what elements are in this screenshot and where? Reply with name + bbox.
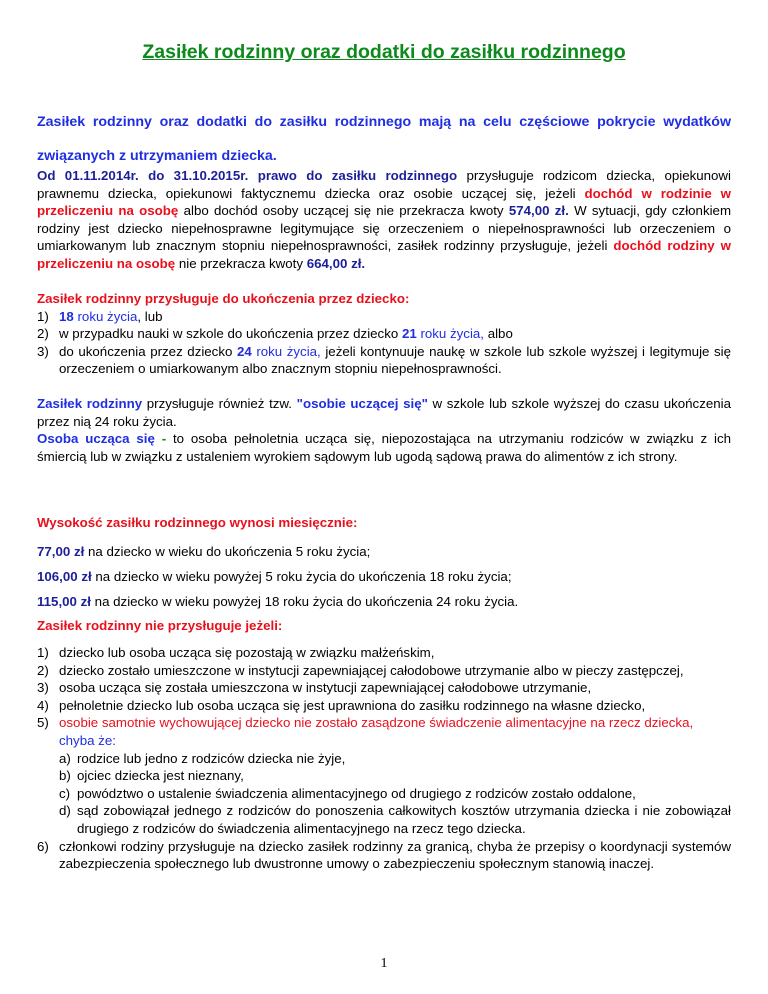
until-item [37, 343, 731, 378]
student-paragraph [37, 395, 731, 465]
amount-value: 77,00 zł [37, 544, 85, 559]
amount-text: na dziecko w wieku powyżej 5 roku życia do ukończenia 18 roku życia; [91, 569, 512, 584]
age-text: roku życia [73, 308, 138, 324]
exclusion-item [37, 662, 731, 680]
age-value: 21 [401, 326, 417, 342]
amount-value: 106,00 zł [37, 569, 92, 584]
income-limit-574: 574,00 zł. [508, 203, 569, 219]
sub-item-letter: b) [59, 768, 71, 784]
student-definition-term: Osoba ucząca się [37, 431, 155, 447]
item-pre: w przypadku nauki w szkole do ukończenia przez dziecko [59, 326, 402, 342]
item-number: 2) [37, 662, 49, 678]
age-value: 18 [59, 308, 74, 324]
item-text: pełnoletnie dziecko lub osoba ucząca się jest uprawniona do zasiłku rodzinnego na własne dziecko, [59, 697, 646, 713]
until-heading: Zasiłek rodzinny przysługuje do ukończenia przez dziecko: [37, 291, 410, 306]
exclusion-sub-item [37, 750, 731, 768]
page-number: 1 [380, 956, 388, 971]
item-pre: do ukończenia przez dziecko [59, 343, 237, 359]
student-text-1: przysługuje również tzw. [142, 396, 297, 411]
item-text-red: osobie samotnie wychowującej dziecko nie zostało zasądzone świadczenie alimentacyjne na rzecz dziecka, [59, 715, 694, 731]
exclusion-item [37, 697, 731, 715]
item-number: 4) [37, 697, 49, 713]
sub-item-letter: a) [59, 750, 71, 766]
item-number: 3) [37, 680, 49, 696]
item-text: dziecko lub osoba ucząca się pozostają w związku małżeńskim, [59, 645, 435, 660]
sub-item-text: powództwo o ustalenie świadczenia alimentacyjnego od drugiego z rodziców zostało oddalone, [77, 785, 636, 801]
amount-row [37, 593, 731, 611]
income-family: dochód rodziny w przeliczeniu na osobę [37, 238, 731, 271]
item-number: 3) [37, 343, 49, 359]
page-title: Zasiłek rodzinny oraz dodatki do zasiłku rodzinnego [142, 41, 626, 63]
exclusion-item [37, 838, 731, 873]
item-number: 2) [37, 326, 49, 342]
until-item [37, 308, 731, 326]
eligibility-text-4: nie przekracza kwoty [175, 255, 307, 271]
eligibility-paragraph [37, 167, 731, 273]
student-term: Zasiłek rodzinny [37, 396, 143, 411]
item-number: 1) [37, 308, 49, 324]
item-rest: jeżeli kontynuuje naukę w szkole lub szkole wyższej i legitymuje się orzeczeniem o umiarkowanym albo znacznym stopniu niepełnosprawności. [59, 343, 731, 377]
amount-text: na dziecko w wieku do ukończenia 5 roku życia; [84, 544, 371, 559]
eligibility-text-3: W sytuacji, gdy członkiem rodziny jest dziecko niepełnosprawne legitymujące się orzeczeniem o niepełnosprawności lub orzeczeniem o umiarkowanym lub znacznym stopniu niepełnosprawności, zasiłek rodzinny przysługuje, jeżeli [37, 203, 732, 254]
amounts-heading: Wysokość zasiłku rodzinnego wynosi miesięcznie: [37, 515, 358, 530]
student-text-2: w szkole lub szkole wyższej do czasu ukończenia przez nią 24 roku życia. [37, 396, 731, 429]
item-text-blue: chyba że: [59, 732, 116, 748]
intro-paragraph: Zasiłek rodzinny oraz dodatki do zasiłku rodzinnego mają na celu częściowe pokrycie wydatków związanych z utrzymaniem dziecka. [37, 114, 731, 164]
amount-value: 115,00 zł [37, 594, 91, 609]
exclusion-sub-item [37, 767, 731, 785]
item-rest: albo [484, 326, 513, 342]
item-number: 5) [37, 715, 49, 731]
exclusions-list [37, 644, 731, 873]
until-item [37, 325, 731, 343]
exclusion-sub-item [37, 785, 731, 803]
eligibility-text-2: albo dochód osoby uczącej się nie przekracza kwoty [178, 203, 509, 219]
sub-item-letter: d) [59, 803, 71, 819]
until-section [37, 290, 731, 378]
sub-item-text: sąd zobowiązał jednego z rodziców do ponoszenia całkowitych kosztów utrzymania dziecka i nie zobowiązał drugiego z rodziców do świadczenia alimentacyjnego na rzecz tego dziecka. [77, 803, 731, 836]
sub-item-text: rodzice lub jedno z rodziców dziecka nie żyje, [77, 750, 346, 766]
age-text: roku życia, [251, 343, 321, 359]
amount-text: na dziecko w wieku powyżej 18 roku życia do ukończenia 24 roku życia. [90, 594, 519, 609]
sub-item-text: ojciec dziecka jest nieznany, [77, 768, 244, 784]
income-per-person: dochód w rodzinie w przeliczeniu na osobę [37, 185, 732, 219]
amount-row [37, 568, 731, 586]
exclusion-item [37, 714, 731, 749]
student-quoted: "osobie uczącej się" [296, 396, 428, 411]
eligibility-text-1: przysługuje rodzicom dziecka, opiekunowi prawnemu dziecka, opiekunowi faktycznemu dziecka oraz osobie uczącej się, jeżeli [37, 168, 731, 201]
student-definition-text: to osoba pełnoletnia ucząca się, niepozostająca na utrzymaniu rodziców w związku z ich śmiercią lub w związku z ustaleniem wyrokiem sądowym lub ugodą sądową prawa do alimentów z ich strony. [37, 431, 731, 464]
age-text: roku życia, [416, 326, 484, 342]
exclusion-sub-item [37, 802, 731, 837]
item-text: dziecko zostało umieszczone w instytucji zapewniającej całodobowe utrzymanie albo w pieczy zastępczej, [59, 662, 684, 678]
item-text: osoba ucząca się została umieszczona w instytucji zapewniającej całodobowe utrzymanie, [59, 680, 592, 696]
item-text: członkowi rodziny przysługuje na dziecko zasiłek rodzinny za granicą, chyba że przepisy o koordynacji systemów zabezpieczenia społecznego lub dwustronne umowy o zabezpieczeniu społecznym stanowią inaczej. [59, 838, 731, 872]
sub-item-letter: c) [59, 785, 71, 801]
item-number: 6) [37, 838, 49, 854]
item-rest: , lub [137, 308, 163, 324]
income-limit-664: 664,00 zł. [306, 255, 366, 271]
amount-row [37, 543, 731, 561]
eligibility-period: Od 01.11.2014r. do 31.10.2015r. prawo do zasiłku rodzinnego [37, 168, 458, 183]
exclusion-item [37, 644, 731, 662]
exclusion-item [37, 679, 731, 697]
item-number: 1) [37, 645, 49, 660]
exclusions-heading: Zasiłek rodzinny nie przysługuje jeżeli: [37, 618, 283, 633]
age-value: 24 [236, 343, 252, 359]
definition-dash: - [154, 431, 167, 447]
